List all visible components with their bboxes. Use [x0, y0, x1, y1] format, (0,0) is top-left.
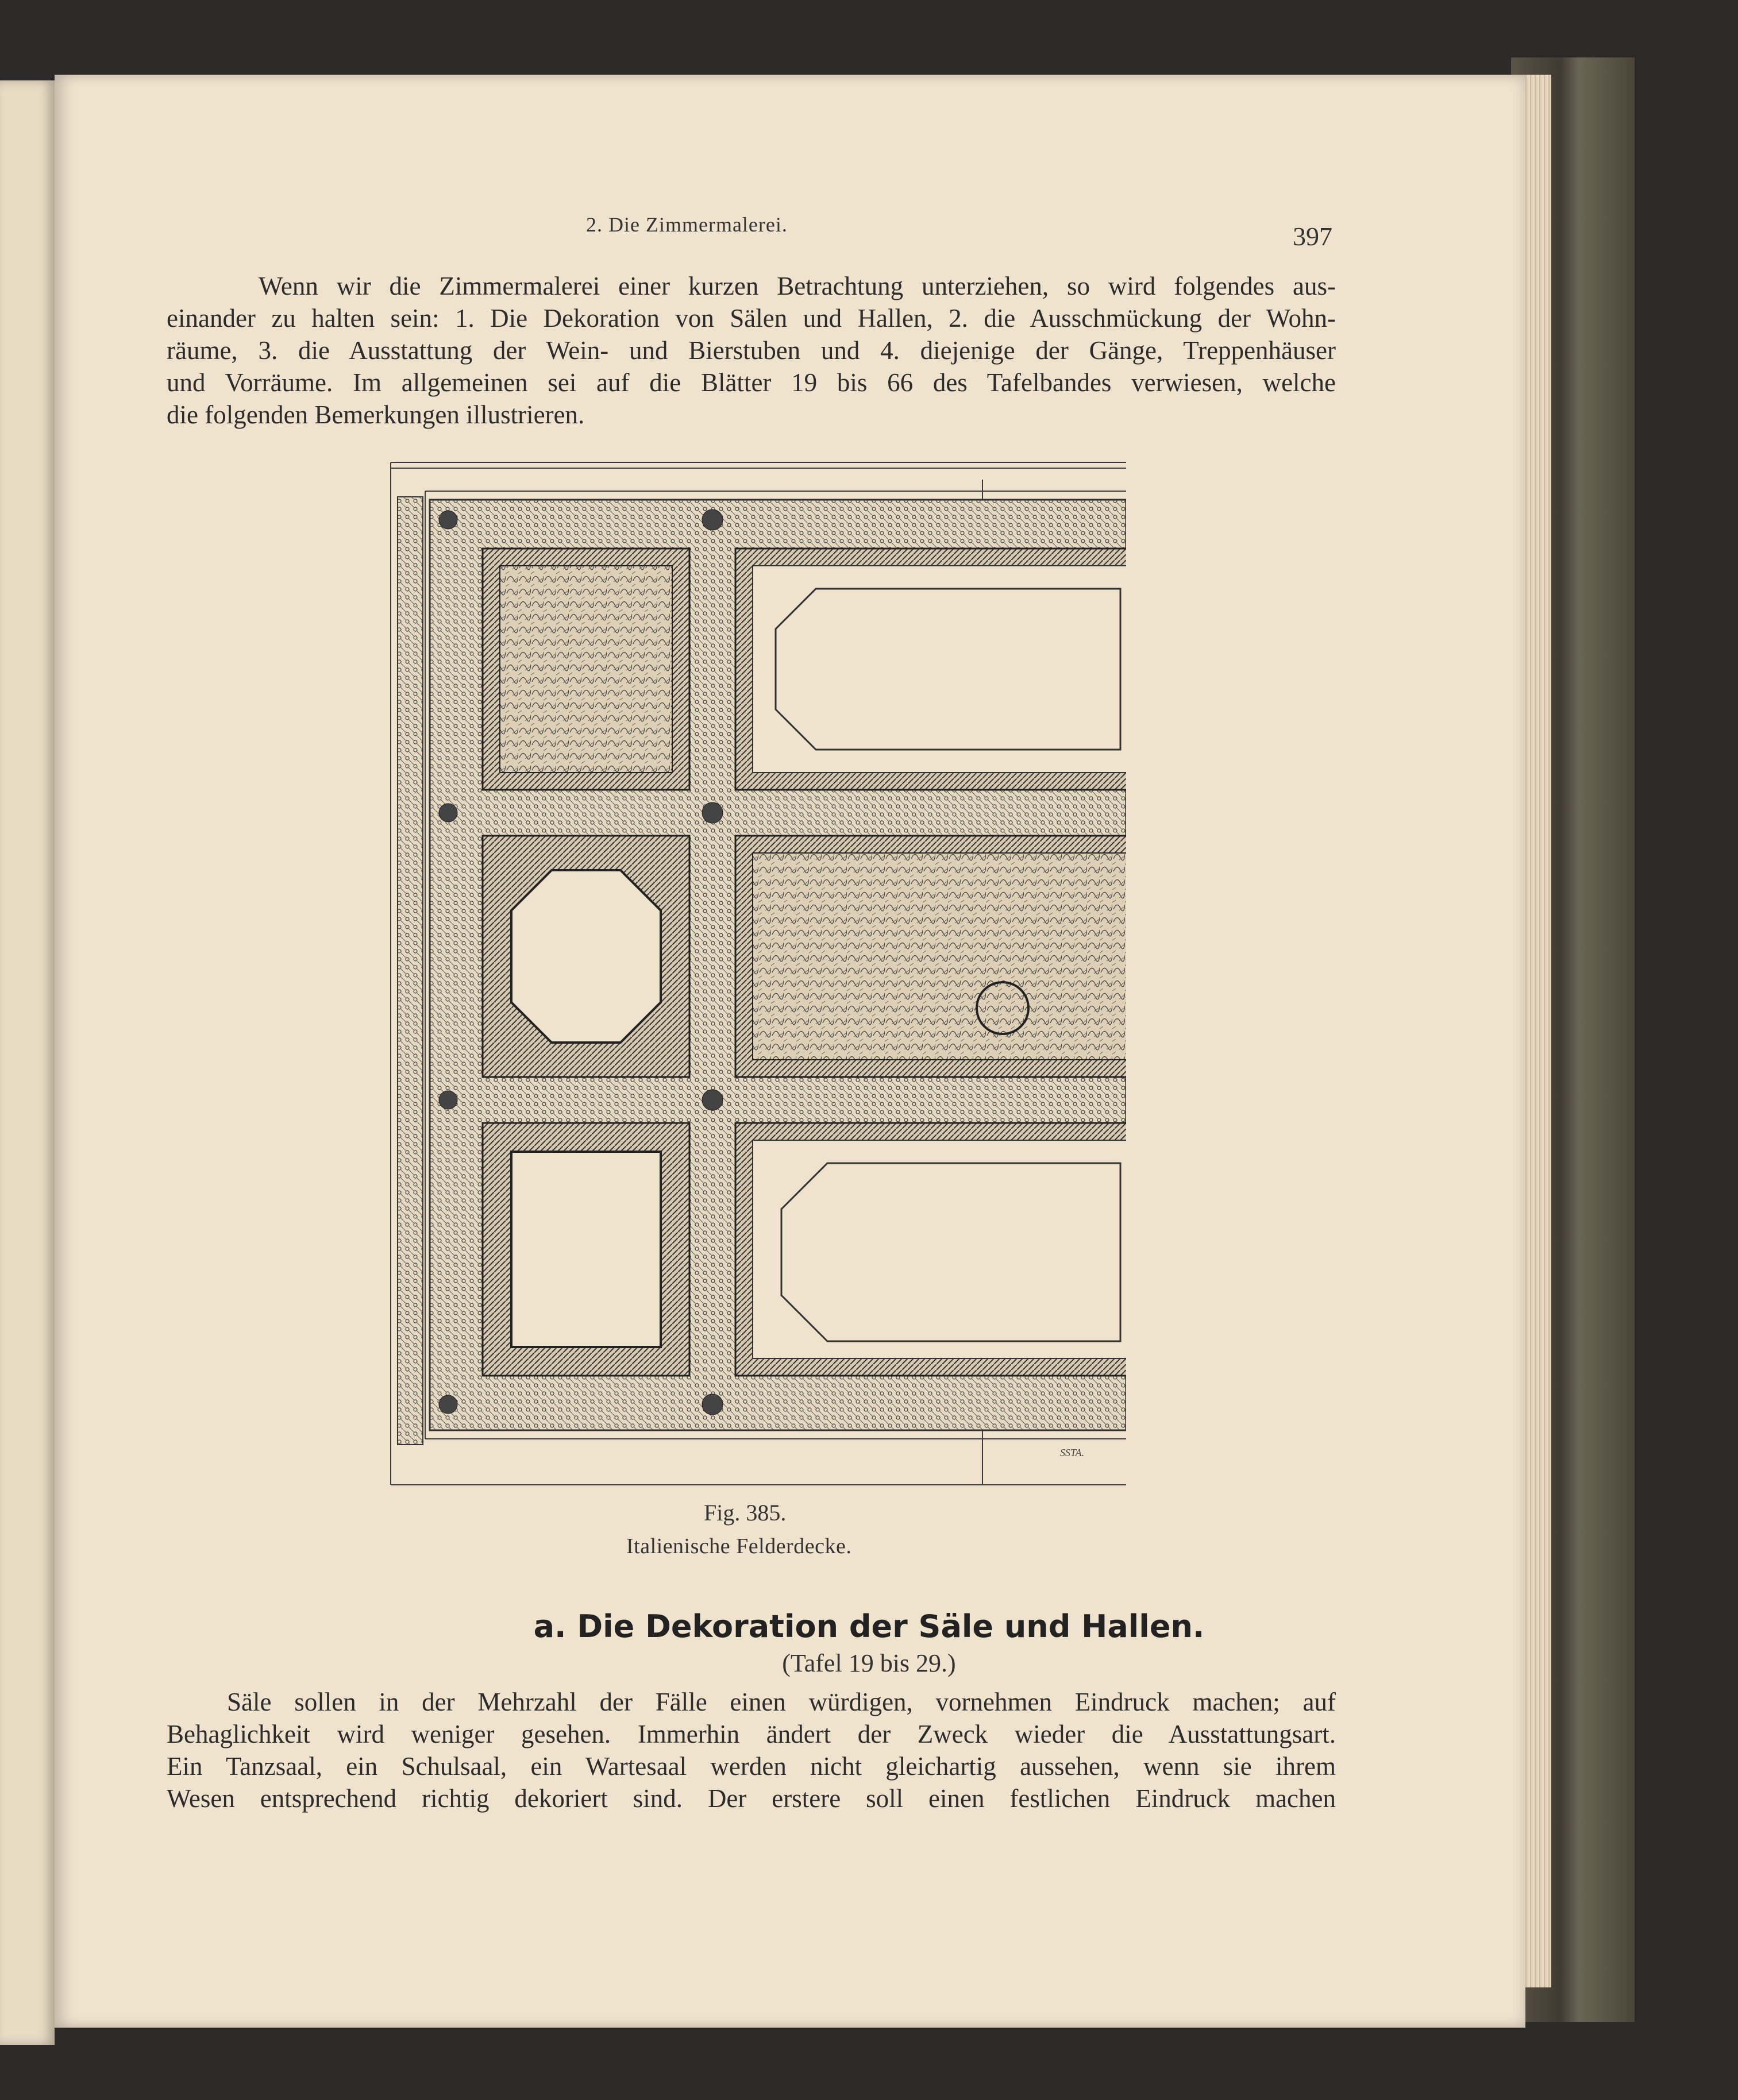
page-number: 397 [1293, 222, 1332, 251]
intro-paragraph [167, 270, 1336, 431]
figure-caption: Italienische Felderdecke. [626, 1534, 852, 1558]
intro-line: einander zu halten sein: 1. Die Dekoration von Sälen und Hallen, 2. die Ausschmückung der Wohn- [167, 304, 1336, 333]
body-line: Ein Tanzsaal, ein Schulsaal, ein Wartesaal werden nicht gleichartig aussehen, wenn sie ihrem [167, 1752, 1336, 1781]
artist-signature: SSTA. [1060, 1447, 1085, 1458]
figure-scene-panel [500, 566, 672, 773]
section-heading: a. Die Dekoration der Säle und Hallen. [533, 1608, 1205, 1645]
intro-line: Wenn wir die Zimmermalerei einer kurzen Betrachtung unterziehen, so wird folgendes aus- [259, 272, 1336, 300]
section-subheading: (Tafel 19 bis 29.) [782, 1649, 956, 1677]
intro-line: die folgenden Bemerkungen illustrieren. [167, 400, 585, 429]
left-page-edge [0, 80, 55, 2045]
body-line: Säle sollen in der Mehrzahl der Fälle einen würdigen, vornehmen Eindruck machen; auf [227, 1688, 1336, 1716]
figure-number: Fig. 385. [704, 1500, 787, 1526]
intro-line: und Vorräume. Im allgemeinen sei auf die Blätter 19 bis 66 des Tafelbandes verwiesen, welche [167, 368, 1336, 397]
empty-panel [753, 1140, 1126, 1358]
body-line: Behaglichkeit wird weniger gesehen. Immerhin ändert der Zweck wieder die Ausstattungsart. [167, 1720, 1336, 1748]
square-panel [511, 1152, 661, 1347]
running-head: 2. Die Zimmermalerei. [586, 213, 788, 236]
body-line: Wesen entsprechend richtig dekoriert sind. Der erstere soll einen festlichen Eindruck machen [167, 1784, 1336, 1813]
intro-line: räume, 3. die Ausstattung der Wein- und Bierstuben und 4. diejenige der Gänge, Treppenhäuser [167, 336, 1336, 365]
ceiling-figure [379, 457, 1126, 1491]
body-paragraph [167, 1686, 1336, 1815]
octagon-panel [511, 870, 661, 1043]
chariot-scene-panel [753, 853, 1126, 1060]
left-border-strip [398, 497, 423, 1445]
